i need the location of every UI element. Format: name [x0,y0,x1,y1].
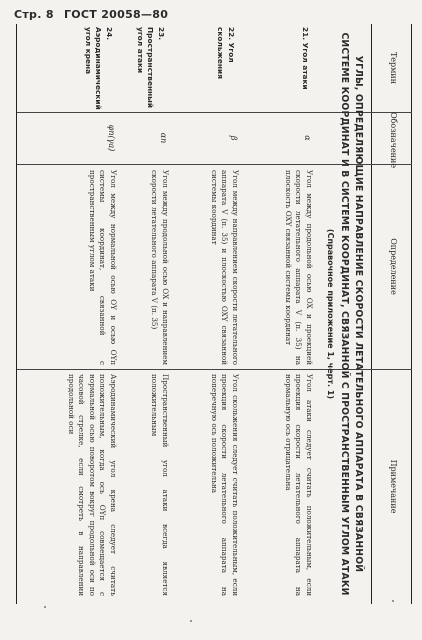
table-row-note: Аэродинамический угол крена следует считать положительным, когда ось OYп совмещается с нормальной осью поворотом вокруг продольной оси по часовой стрелке, если смотреть в направлении продольной оси [66,374,118,596]
table-row-term: 21. Угол атаки [301,27,310,90]
table-row-term: 23. Пространственный угол атаки [135,27,166,109]
table-bottom-rule [16,24,17,604]
table-row-symbol: φп(γа) [107,124,116,152]
header-bottom-rule [371,24,372,604]
column-header-term: Термин [389,51,398,85]
column-header-symbol: Обозначение [389,112,398,169]
scan-speck [44,606,46,608]
table-top-rule [411,24,412,604]
table-row-term: 22. Угол скольжения [216,27,236,79]
page-number: Стр. 8 [14,8,54,21]
page-header [14,8,174,21]
table-row-definition: Угол между продольной осью OX и проекцией скорости летательного аппарата V (п. 35) на плоскость OXY связанной системы координат [283,170,314,365]
table-row-symbol: β [229,135,238,141]
standard-id: ГОСТ 20058—80 [63,8,169,21]
table-row-note: Угол скольжения следует считать положительным, если проекция скорости летательного аппарата на поперечную ось положительна [209,374,240,596]
table-row-symbol: α [303,135,312,141]
table-row-term: 24. Аэродинамический угол крена [83,27,114,110]
table-row-definition: Угол между продольной осью OX и направлением скорости летательного аппарата V (п. 35) [150,170,170,365]
table-row-definition: Угол между нормальной осью OY и осью OYп системы координат, связанной с пространственным углом атаки [87,170,118,365]
scan-speck [392,600,394,602]
table-row-note: Пространственный угол атаки всегда является положительным [150,374,170,596]
scan-speck [190,620,192,622]
section-title-line2: СИСТЕМЕ КООРДИНАТ И В СИСТЕМЕ КООРДИНАТ, СВЯЗАННОЙ С ПРОСТРАНСТВЕННЫМ УГЛОМ АТАКИ [339,32,350,596]
table-row-definition: Угол между направлением скорости летательного аппарата V (п. 35) и плоскостью OXY связанной системы координат [209,170,240,365]
column-header-note: Примечание [389,459,398,514]
table-row-note: Угол атаки следует считать положительным, если проекция скорости летательного аппарата на нормальную ось отрицательна [283,374,314,596]
rotated-table [17,24,412,604]
table-row-symbol: αп [159,132,168,144]
section-subtitle: (Справочное приложение 1, черт. 1) [326,228,335,400]
column-header-definition: Определение [389,238,398,295]
section-title-line1: УГЛЫ, ОПРЕДЕЛЯЮЩИЕ НАПРАВЛЕНИЕ СКОРОСТИ ЛЕТАТЕЛЬНОГО АППАРАТА В СВЯЗАННОЙ [353,55,364,573]
